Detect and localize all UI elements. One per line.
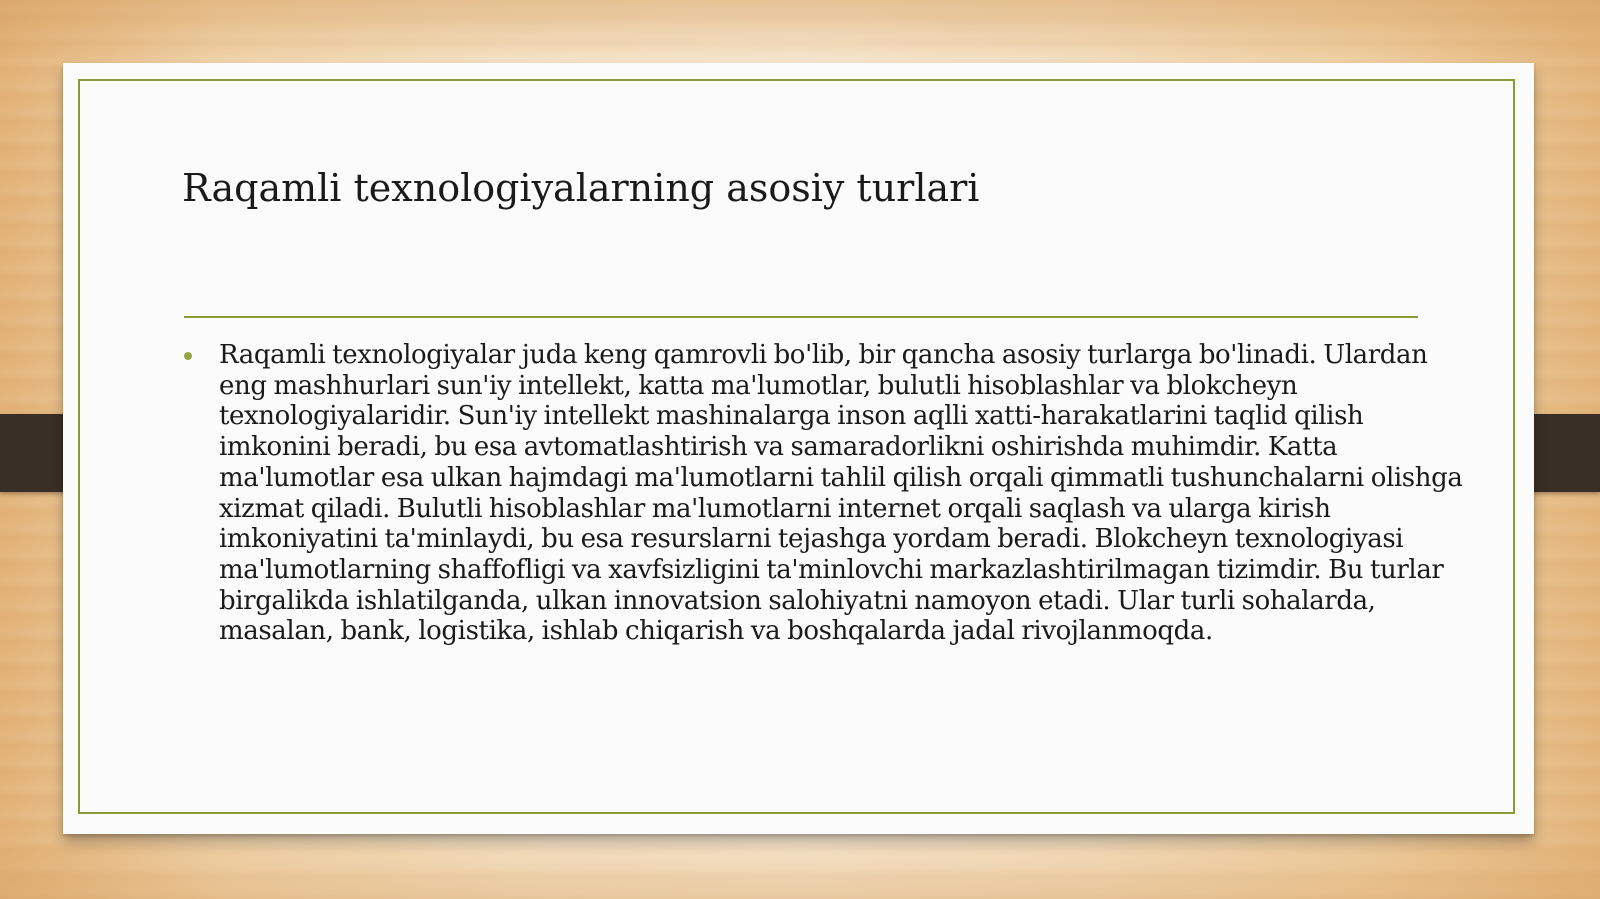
bullet-list: [182, 340, 1472, 647]
bullet-dot-icon: [184, 352, 192, 360]
slide-paper: [63, 63, 1534, 834]
bullet-text: Raqamli texnologiyalar juda keng qamrovli bo'lib, bir qancha asosiy turlarga bo'linadi. Ulardan eng mashhurlari sun'iy intellekt, katta ma'lumotlar, bulutli hisoblashlar va blokcheyn texnologiyalaridir. Sun'iy intellekt mashinalarga inson aqlli xatti-harakatlarini taqlid qilish imkonini beradi, bu esa avtomatlashtirish va samaradorlikni oshirishda muhimdir. Katta ma'lumotlar esa ulkan hajmdagi ma'lumotlarni tahlil qilish orqali qimmatli tushunchalarni olishga xizmat qiladi. Bulutli hisoblashlar ma'lumotlarni internet orqali saqlash va ularga kirish imkoniyatini ta'minlaydi, bu esa resurslarni tejashga yordam beradi. Blokcheyn texnologiyasi ma'lumotlarning shaffofligi va xavfsizligini ta'minlovchi markazlashtirilmagan tizimdir. Bu turlar birgalikda ishlatilganda, ulkan innovatsion salohiyatni namoyon etadi. Ular turli sohalarda, masalan, bank, logistika, ishlab chiqarish va boshqalarda jadal rivojlanmoqda.: [219, 340, 1463, 647]
slide-title: Raqamli texnologiyalarning asosiy turlari: [182, 166, 980, 210]
background-top-shade: [0, 0, 1600, 70]
background-bottom-shade: [0, 829, 1600, 899]
title-divider: [184, 316, 1418, 318]
bullet-item: [182, 340, 1472, 647]
